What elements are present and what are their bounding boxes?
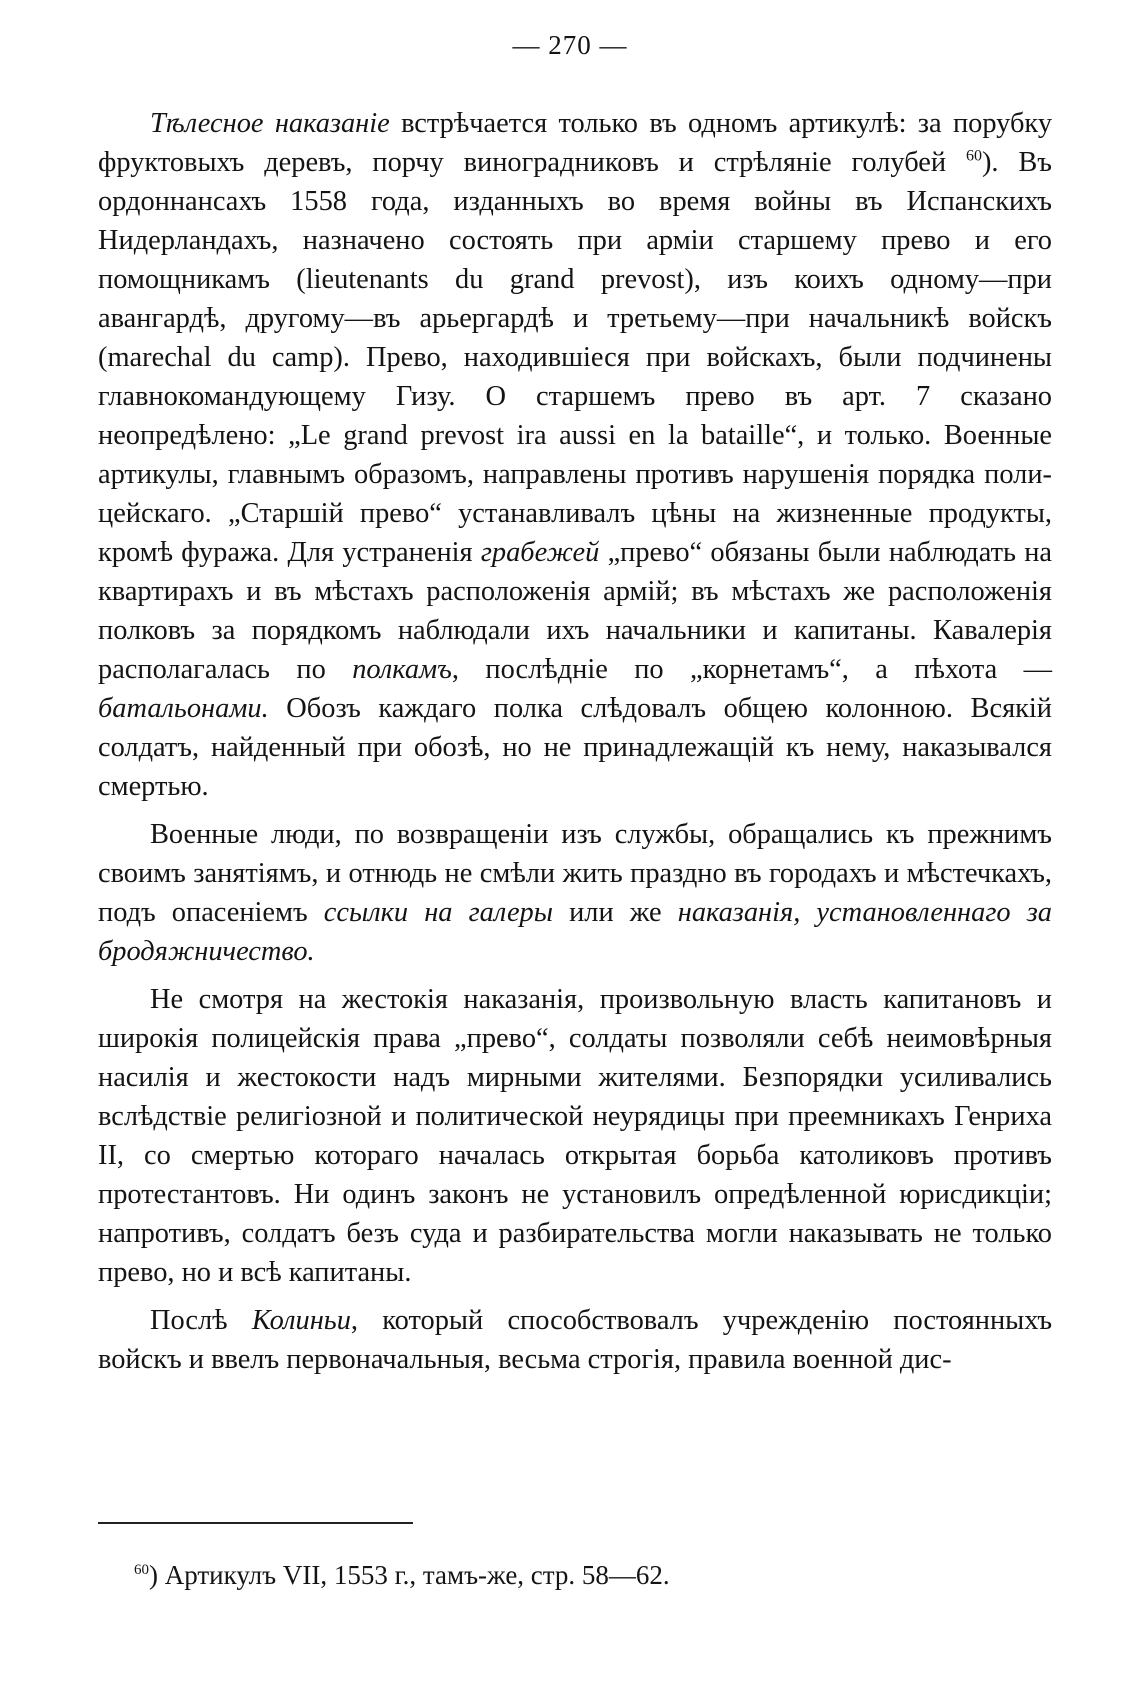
footnote-divider xyxy=(98,1522,413,1524)
text-run-italic: полкамъ xyxy=(352,654,452,685)
text-run-italic: грабежей xyxy=(480,537,600,568)
text-run: , послѣдніе по „корнетамъ“, а пѣхота — xyxy=(451,654,1052,685)
text-run-italic: наказанія, установленнаго за бродяжничество. xyxy=(98,897,1052,967)
paragraph xyxy=(98,104,1052,806)
paragraph xyxy=(98,980,1052,1292)
paragraph xyxy=(98,815,1052,971)
text-run-italic: Колиньи xyxy=(251,1305,351,1336)
footnote xyxy=(134,1558,670,1592)
text-run-italic: Тѣлесное наказаніе xyxy=(150,108,390,139)
text-run: встрѣчается только въ одномъ артикулѣ: за порубку фруктовыхъ деревъ, порчу виноградниковъ и стрѣляніе голубей xyxy=(98,108,1053,178)
footnote-reference: 60 xyxy=(965,147,982,165)
text-run: ). Въ ордоннансахъ 1558 года, изданныхъ во время войны въ Испанскихъ Нидерландахъ, назначено состоять при арміи старшему прево и его помощникамъ (lieutenants du grand prevost), изъ коихъ одному—при авангардѣ, другому—въ арьергардѣ и третьему—при начальникѣ войскъ (marechal du camp). Прево, находившіеся при войскахъ, были подчинены главнокомандующему Гизу. О старшемъ прево въ арт. 7 сказано неопредѣлено: „Le grand prevost ira aussi en la bataille“, и только. Военные артикулы, главнымъ образомъ, направлены противъ нарушенія порядка полицейскаго. „Старшій прево“ устанавливалъ цѣны на жизненные продукты, кромѣ фуража. Для устраненія xyxy=(98,147,1052,568)
text-run: Послѣ xyxy=(150,1305,252,1336)
text-run: , который способствовалъ учрежденію постоянныхъ войскъ и ввелъ первоначальныя, весьма строгія, правила военной дис- xyxy=(98,1305,1053,1375)
paragraph xyxy=(98,1301,1052,1379)
text-run: Военные люди, по возвращеніи изъ службы, обращались къ прежнимъ своимъ занятіямъ, и отнюдь не смѣли жить праздно въ городахъ и мѣстечкахъ, подъ опасеніемъ xyxy=(98,819,1052,928)
footnote-text: ) Артикулъ VII, 1553 г., тамъ-же, стр. 58—62. xyxy=(149,1560,670,1590)
text-run-italic: батальонами. xyxy=(98,693,269,724)
text-run-italic: ссылки на галеры xyxy=(323,897,553,928)
footnote-mark: 60 xyxy=(134,1562,149,1578)
text-run: „прево“ обязаны были наблюдать на квартирахъ и въ мѣстахъ расположенія армій; въ мѣстахъ же расположенія полковъ за порядкомъ наблюдали ихъ начальники и капитаны. Кавалерія располагалась по xyxy=(98,537,1052,685)
text-run: Обозъ каждаго полка слѣдовалъ общею колонною. Всякій солдатъ, найденный при обозѣ, но не принадлежащій къ нему, наказывался смертью. xyxy=(98,693,1052,802)
body-text xyxy=(98,104,1052,1379)
text-run: или же xyxy=(552,897,678,928)
page-number: — 270 — xyxy=(512,30,628,60)
text-run: Не смотря на жестокія наказанія, произвольную власть капитановъ и широкія полицейскія права „прево“, солдаты позволяли себѣ неимовѣрныя насилія и жестокости надъ мирными жителями. Безпорядки усиливались вслѣдствіе религіозной и политической неурядицы при преемникахъ Генриха II, со смертью котораго началась открытая борьба католиковъ противъ протестантовъ. Ни одинъ законъ не установилъ опредѣленной юрисдикціи; напротивъ, солдатъ безъ суда и разбирательства могли наказывать не только прево, но и всѣ капитаны. xyxy=(98,984,1052,1288)
